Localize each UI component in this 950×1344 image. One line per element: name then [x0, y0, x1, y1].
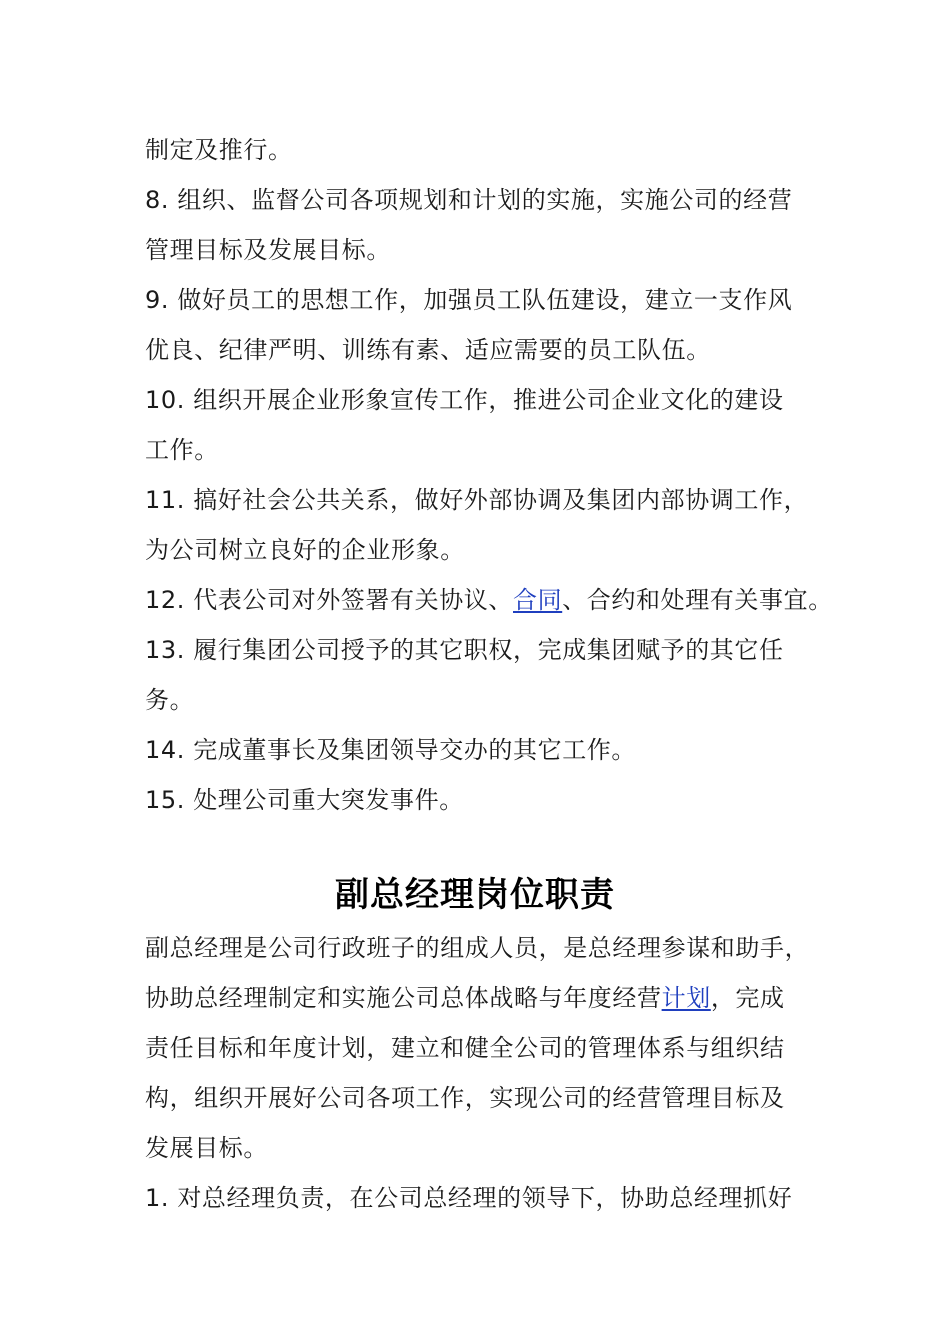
text-line: 15. 处理公司重大突发事件。 [145, 786, 464, 814]
text-segment: 协助总经理制定和实施公司总体战略与年度经营 [145, 984, 662, 1012]
text-line: 14. 完成董事长及集团领导交办的其它工作。 [145, 736, 636, 764]
text-line: 为公司树立良好的企业形象。 [145, 536, 465, 564]
text-line: 13. 履行集团公司授予的其它职权，完成集团赋予的其它任 [145, 636, 784, 664]
text-line: 优良、纪律严明、训练有素、适应需要的员工队伍。 [145, 336, 711, 364]
text-line: 责任目标和年度计划，建立和健全公司的管理体系与组织结 [145, 1034, 785, 1062]
text-line: 制定及推行。 [145, 136, 293, 164]
text-line: 9. 做好员工的思想工作，加强员工队伍建设，建立一支作风 [145, 286, 793, 314]
text-line: 副总经理是公司行政班子的组成人员，是总经理参谋和助手， [145, 934, 810, 962]
text-segment: ，完成 [710, 984, 785, 1012]
text-line: 管理目标及发展目标。 [145, 236, 391, 264]
text-line: 务。 [145, 686, 195, 714]
text-line: 1. 对总经理负责，在公司总经理的领导下，协助总经理抓好 [145, 1184, 793, 1212]
text-line: 11. 搞好社会公共关系，做好外部协调及集团内部协调工作， [145, 486, 809, 514]
text-line: 8. 组织、监督公司各项规划和计划的实施，实施公司的经营 [145, 186, 793, 214]
text-segment: 、合约和处理有关事宜。 [562, 586, 833, 614]
plan-link[interactable]: 计划 [661, 984, 711, 1012]
text-line: 构，组织开展好公司各项工作，实现公司的经营管理目标及 [145, 1084, 785, 1112]
text-segment: 12. 代表公司对外签署有关协议、 [145, 586, 513, 614]
contract-link[interactable]: 合同 [513, 586, 563, 614]
text-line-with-link [145, 584, 833, 616]
text-line: 工作。 [145, 436, 219, 464]
text-line: 10. 组织开展企业形象宣传工作，推进公司企业文化的建设 [145, 386, 784, 414]
text-line: 发展目标。 [145, 1134, 268, 1162]
section-heading: 副总经理岗位职责 [335, 875, 615, 915]
text-line-with-link [145, 982, 785, 1014]
